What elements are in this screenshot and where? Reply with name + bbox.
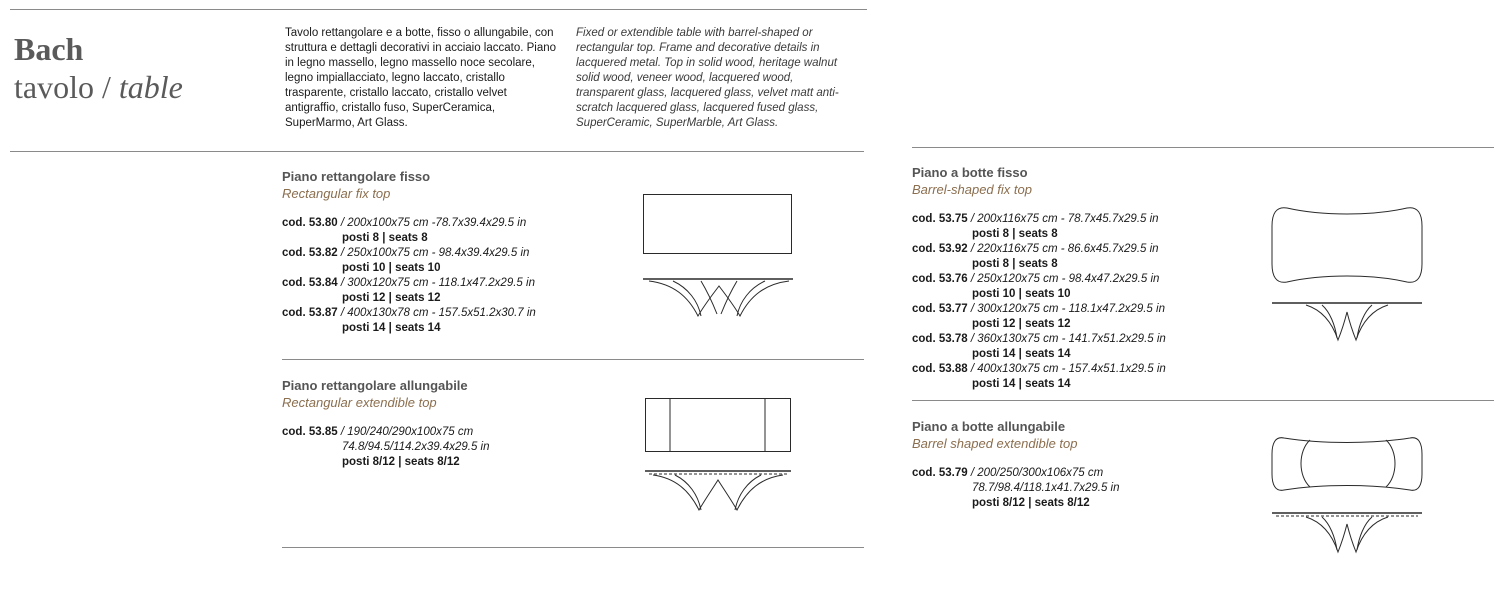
- divider: [10, 151, 864, 152]
- list-item: cod. 53.76 / 250x120x75 cm - 98.4x47.2x29.5 in posti 10 | seats 10: [912, 273, 1160, 300]
- section-rectangular-fix: [282, 168, 536, 336]
- divider: [912, 400, 1494, 401]
- section-subtitle: Rectangular extendible top: [282, 395, 437, 410]
- table-base-elevation-icon: [645, 468, 795, 514]
- table-base-elevation-icon: [643, 276, 795, 320]
- product-type-it: tavolo /: [14, 69, 111, 105]
- barrel-top-plan-icon: [1272, 206, 1422, 286]
- section-title: Piano rettangolare allungabile: [282, 378, 468, 393]
- section-title: Piano rettangolare fisso: [282, 169, 431, 184]
- section-subtitle: Rectangular fix top: [282, 186, 391, 201]
- section-title: Piano a botte allungabile: [912, 419, 1066, 434]
- product-name: Bach: [14, 31, 84, 67]
- section-subtitle: Barrel shaped extendible top: [912, 436, 1078, 451]
- product-type: [14, 68, 183, 106]
- divider: [282, 547, 864, 548]
- description-it: Tavolo rettangolare e a botte, fisso o allungabile, con struttura e dettagli decorativi in acciaio laccato. Piano in legno massello, legno massello noce secolare, legno impiallacciato, legno laccato, cristallo trasparente, cristallo laccato, cristallo velvet antigraffio, cristallo fuso, SuperCeramica, SuperMarmo, Art Glass.: [285, 27, 557, 129]
- product-type-en: table: [118, 69, 183, 105]
- list-item: cod. 53.88 / 400x130x75 cm - 157.4x51.1x29.5 in posti 14 | seats 14: [912, 363, 1166, 390]
- description-en: Fixed or extendible table with barrel-shaped or rectangular top. Frame and decorative details in lacquered metal. Top in solid wood, heritage walnut solid wood, veneer wood, lacquered wood, transparent glass, lacquered glass, velvet matt anti-scratch lacquered glass, lacquered fused glass, SuperCeramic, SuperMarble, Art Glass.: [576, 27, 839, 129]
- rectangular-extendible-top-plan-icon: [645, 398, 793, 454]
- barrel-extendible-top-plan-icon: [1272, 436, 1424, 494]
- list-item: cod. 53.84 / 300x120x75 cm - 118.1x47.2x29.5 in posti 12 | seats 12: [282, 277, 535, 304]
- rectangular-top-plan-icon: [643, 194, 793, 256]
- list-item: cod. 53.80 / 200x100x75 cm -78.7x39.4x29.5 in posti 8 | seats 8: [282, 217, 527, 244]
- divider: [912, 147, 1494, 148]
- section-barrel-extendible: [912, 418, 1120, 511]
- section-subtitle: Barrel-shaped fix top: [912, 182, 1032, 197]
- list-item: cod. 53.85 / 190/240/290x100x75 cm 74.8/94.5/114.2x39.4x29.5 in posti 8/12 | seats 8/12: [282, 426, 490, 468]
- list-item: cod. 53.92 / 220x116x75 cm - 86.6x45.7x29.5 in posti 8 | seats 8: [912, 243, 1159, 270]
- list-item: cod. 53.87 / 400x130x78 cm - 157.5x51.2x30.7 in posti 14 | seats 14: [282, 307, 536, 334]
- table-base-elevation-icon: [1272, 510, 1424, 554]
- divider: [10, 9, 867, 10]
- divider: [282, 359, 864, 360]
- section-barrel-fix: [912, 164, 1166, 392]
- list-item: cod. 53.79 / 200/250/300x106x75 cm 78.7/98.4/118.1x41.7x29.5 in posti 8/12 | seats 8/12: [912, 467, 1120, 509]
- section-rectangular-extendible: [282, 377, 490, 470]
- list-item: cod. 53.82 / 250x100x75 cm - 98.4x39.4x29.5 in posti 10 | seats 10: [282, 247, 530, 274]
- table-base-elevation-icon: [1272, 300, 1424, 344]
- list-item: cod. 53.78 / 360x130x75 cm - 141.7x51.2x29.5 in posti 14 | seats 14: [912, 333, 1166, 360]
- section-title: Piano a botte fisso: [912, 165, 1028, 180]
- list-item: cod. 53.75 / 200x116x75 cm - 78.7x45.7x29.5 in posti 8 | seats 8: [912, 213, 1159, 240]
- list-item: cod. 53.77 / 300x120x75 cm - 118.1x47.2x29.5 in posti 12 | seats 12: [912, 303, 1165, 330]
